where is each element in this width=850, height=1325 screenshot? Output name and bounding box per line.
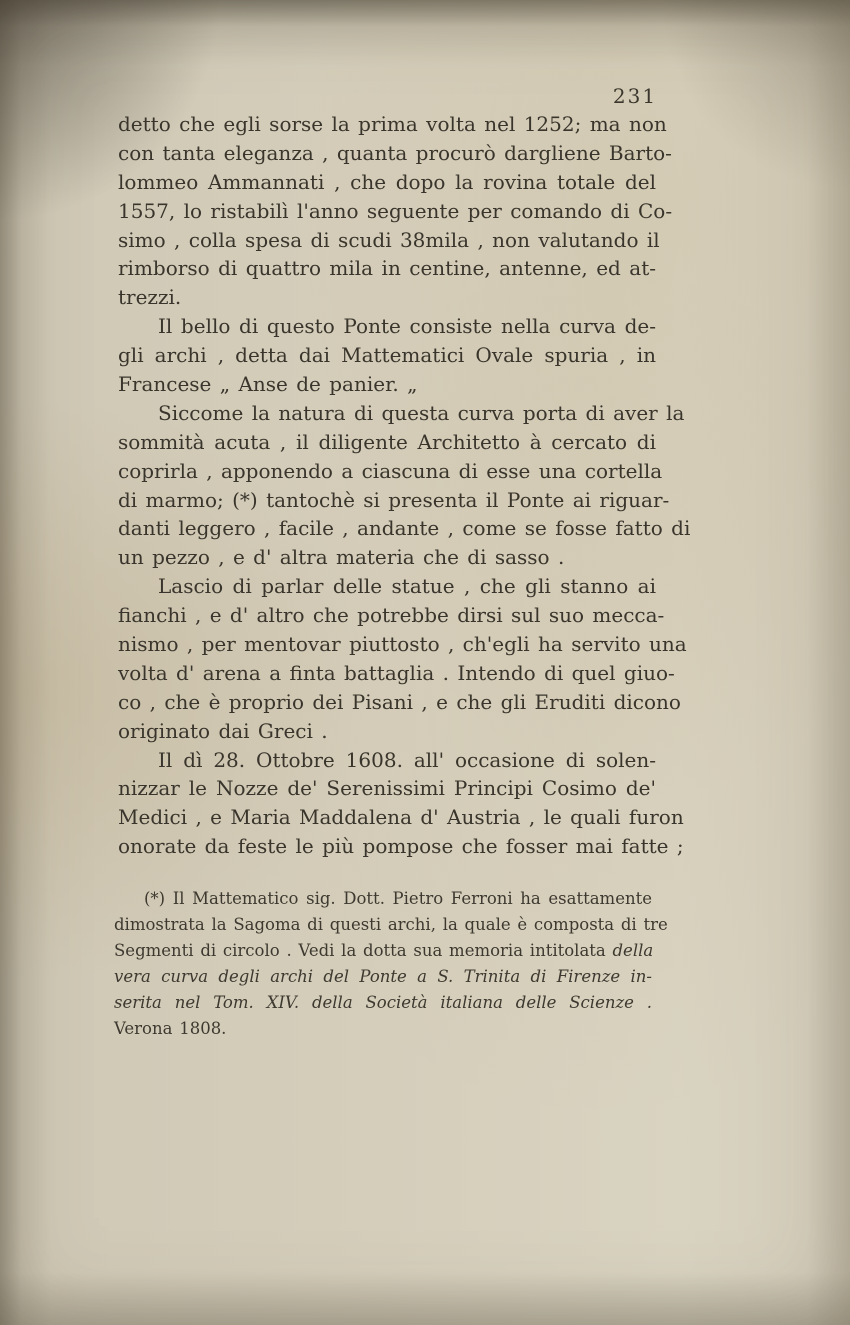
- text-line: Medici , e Maria Maddalena d' Austria , le quali furon: [118, 805, 684, 830]
- footnote-line: [114, 938, 652, 964]
- text-line: con tanta eleganza , quanta procurò dargliene Barto-: [118, 140, 672, 165]
- text-line: co , che è proprio dei Pisani , e che gli Eruditi dicono: [118, 689, 681, 714]
- footnote-segment: Segmenti di circolo . Vedi la dotta sua memoria intitolata: [114, 941, 613, 960]
- footnote-line: [114, 912, 668, 938]
- text-line: di marmo; (*) tantochè si presenta il Ponte ai riguar-: [118, 487, 670, 512]
- text-line: coprirla , apponendo a ciascuna di esse una cortella: [118, 458, 663, 483]
- text-line: rimborso di quattro mila in centine, antenne, ed at-: [118, 256, 656, 281]
- text-line: Il dì 28. Ottobre 1608. all' occasione di solen-: [158, 747, 656, 772]
- footnote-line: [114, 964, 652, 990]
- footnote-line: [114, 1016, 652, 1042]
- text-line: Il bello di questo Ponte consiste nella curva de-: [158, 314, 656, 339]
- footnote-line: [114, 886, 652, 912]
- footnote-segment: (*) Il Mattematico sig. Dott. Pietro Ferroni ha esattamente: [144, 889, 652, 908]
- footnote-text: [114, 886, 668, 1042]
- text-line: danti leggero , facile , andante , come se fosse fatto di: [118, 516, 691, 541]
- text-line: un pezzo , e d' altra materia che di sasso .: [118, 545, 565, 570]
- text-line: trezzi.: [118, 285, 182, 310]
- footnote-italic-segment: serita nel Tom. XIV. della Società italiana delle Scienze .: [114, 993, 652, 1012]
- text-line: 1557, lo ristabilì l'anno seguente per comando di Co-: [118, 198, 673, 223]
- text-line: volta d' arena a finta battaglia . Intendo di quel giuo-: [118, 660, 675, 685]
- text-line: detto che egli sorse la prima volta nel 1252; ma non: [118, 112, 667, 136]
- text-line: onorate da feste le più pompose che fosser mai fatte ;: [118, 834, 684, 859]
- text-line: Siccome la natura di questa curva porta di aver la: [158, 400, 685, 425]
- footnote-line: [114, 990, 652, 1016]
- footnote-italic-segment: della: [612, 941, 654, 960]
- text-line: gli archi , detta dai Mattematici Ovale spuria , in: [118, 343, 656, 368]
- footnote-italic-segment: vera curva degli archi del Ponte a S. Trinita di Firenze in-: [114, 967, 652, 986]
- text-line: Francese „ Anse de panier. „: [118, 372, 418, 397]
- text-line: sommità acuta , il diligente Architetto à cercato di: [118, 429, 656, 454]
- text-line: lommeo Ammannati , che dopo la rovina totale del: [118, 169, 656, 194]
- text-line: Lascio di parlar delle statue , che gli stanno ai: [158, 574, 656, 599]
- page-body-text: [118, 110, 691, 861]
- text-line: nizzar le Nozze de' Serenissimi Principi Cosimo de': [118, 776, 656, 801]
- text-line: fianchi , e d' altro che potrebbe dirsi sul suo mecca-: [118, 603, 665, 628]
- text-line: originato dai Greci .: [118, 718, 328, 743]
- footnote-segment: Verona 1808.: [114, 1019, 227, 1038]
- text-line: nismo , per mentovar piuttosto , ch'egli ha servito una: [118, 632, 687, 657]
- page-number: 231: [612, 84, 658, 108]
- footnote-segment: dimostrata la Sagoma di questi archi, la quale è composta di tre: [114, 915, 668, 934]
- text-line: simo , colla spesa di scudi 38mila , non valutando il: [118, 227, 660, 252]
